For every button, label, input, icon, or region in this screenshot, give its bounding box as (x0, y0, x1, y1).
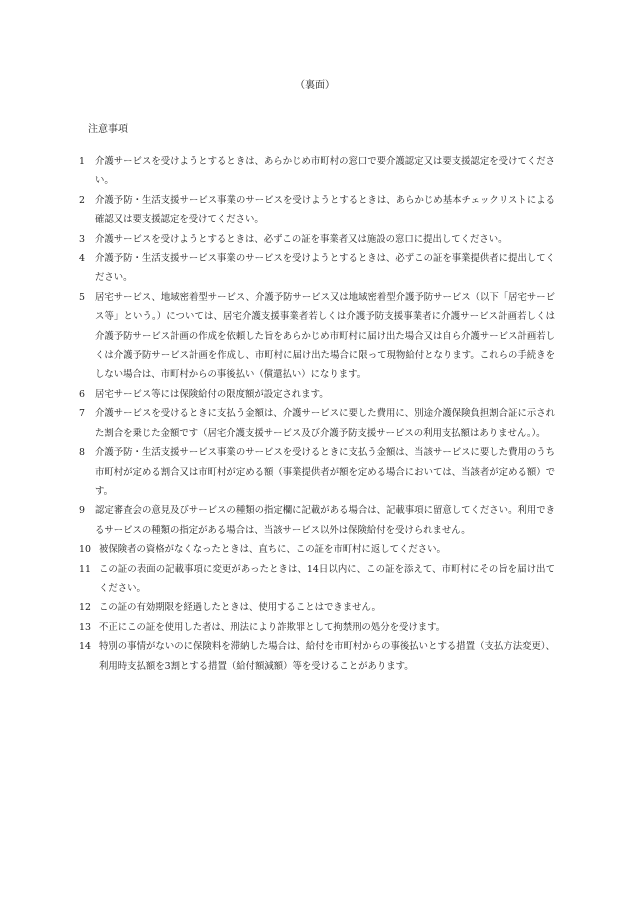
note-text: 介護予防・生活支援サービス事業のサービスを受けるときに支払う金額は、当該サービスに要した費用のうち市町村が定める割合又は市町村が定める額（事業提供者が額を定める場合においては、当該者が定める額）です。 (95, 447, 555, 497)
note-item (79, 404, 555, 443)
note-item (79, 637, 555, 676)
note-number: 5 (79, 291, 85, 303)
note-text: 居宅サービス等には保険給付の限度額が設定されます。 (95, 388, 329, 400)
note-item (79, 618, 555, 637)
note-number: 3 (79, 233, 85, 245)
note-item (79, 385, 555, 404)
notes-list (79, 152, 555, 676)
note-text: この証の有効期限を経過したときは、使用することはできません。 (99, 602, 381, 614)
note-text: 被保険者の資格がなくなったときは、直ちに、この証を市町村に返してください。 (99, 544, 446, 556)
note-text: 不正にこの証を使用した者は、刑法により詐欺罪として拘禁刑の処分を受けます。 (99, 621, 446, 633)
note-item (79, 152, 555, 191)
note-number: 14 (79, 641, 91, 653)
note-item (79, 191, 555, 230)
note-number: 6 (79, 388, 85, 400)
note-item (79, 540, 555, 559)
note-number: 10 (79, 544, 91, 556)
note-number: 2 (79, 194, 85, 206)
note-text: 介護予防・生活支援サービス事業のサービスを受けようとするときは、あらかじめ基本チェックリストによる確認又は要支援認定を受けてください。 (95, 194, 555, 226)
note-number: 13 (79, 621, 91, 633)
note-item (79, 249, 555, 288)
note-item (79, 443, 555, 501)
note-item (79, 598, 555, 617)
note-text: 介護サービスを受けるときに支払う金額は、介護サービスに要した費用に、別途介護保険負担割合証に示された割合を乗じた金額です（居宅介護支援サービス及び介護予防支援サービスの利用支払額はありません。）。 (95, 408, 555, 439)
note-number: 12 (79, 602, 91, 614)
note-number: 11 (79, 563, 91, 575)
note-text: 特別の事情がないのに保険料を滞納した場合は、給付を市町村からの事後払いとする措置（支払方法変更）、利用時支払額を3割とする措置（給付額減額）等を受けることがあります。 (99, 641, 555, 672)
note-number: 1 (79, 156, 85, 167)
note-number: 8 (79, 447, 85, 459)
note-number: 9 (79, 505, 85, 517)
note-text: 介護サービスを受けようとするときは、必ずこの証を事業者又は施設の窓口に提出してください。 (95, 233, 508, 245)
note-text: 介護サービスを受けようとするときは、あらかじめ市町村の窓口で要介護認定又は要支援認定を受けてください。 (95, 156, 555, 187)
note-text: 居宅サービス、地域密着型サービス、介護予防サービス又は地域密着型介護予防サービス（以下「居宅サービス等」という。）については、居宅介護支援事業者若しくは介護予防支援事業者に介護サービス計画若しくは介護予防サービス計画の作成を依頼した旨をあらかじめ市町村に届け出た場合又は自ら介護サービス計画若しくは介護予防サービス計画を作成し、市町村に届け出た場合に限って現物給付となります。これらの手続きをしない場合は、市町村からの事後払い（償還払い）になります。 (95, 291, 555, 381)
note-text: この証の表面の記載事項に変更があったときは、14日以内に、この証を添えて、市町村にその旨を届け出てください。 (99, 563, 555, 594)
note-number: 7 (79, 408, 85, 420)
note-item (79, 230, 555, 249)
note-number: 4 (79, 253, 85, 265)
note-text: 認定審査会の意見及びサービスの種類の指定欄に記載がある場合は、記載事項に留意してください。利用できるサービスの種類の指定がある場合は、当該サービス以外は保険給付を受けられません。 (95, 505, 555, 536)
note-item (79, 288, 555, 385)
note-text: 介護予防・生活支援サービス事業のサービスを受けようとするときは、必ずこの証を事業提供者に提出してください。 (95, 253, 555, 284)
note-item (79, 501, 555, 540)
note-item (79, 560, 555, 599)
page-header: （裏面） (295, 80, 335, 91)
section-title: 注意事項 (88, 124, 128, 135)
